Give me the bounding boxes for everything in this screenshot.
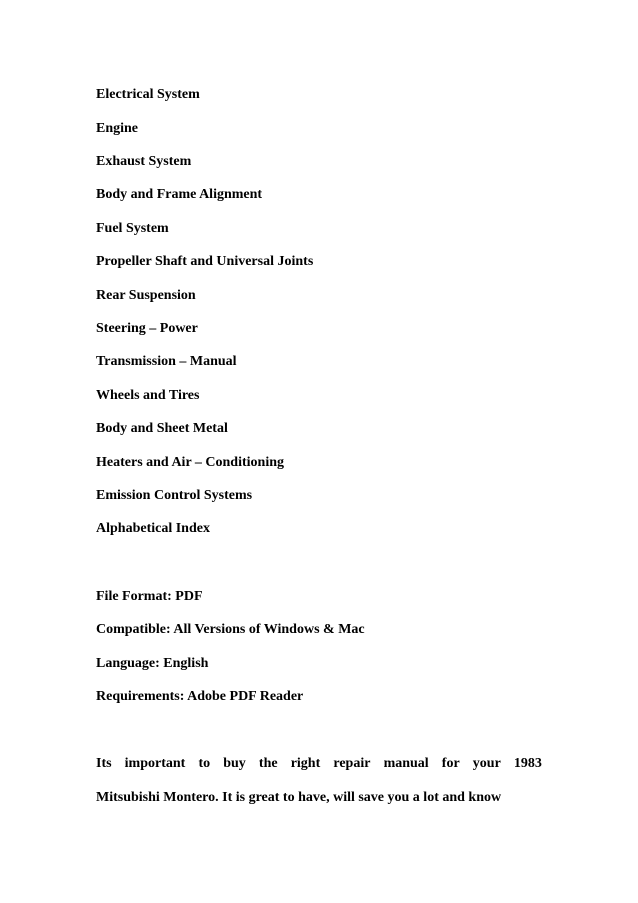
toc-item-transmission-manual: Transmission – Manual	[96, 354, 237, 369]
word: 1983	[513, 756, 542, 771]
word: Its	[96, 756, 112, 771]
toc-item-alphabetical-index: Alphabetical Index	[96, 521, 210, 536]
spec-requirements: Requirements: Adobe PDF Reader	[96, 689, 304, 704]
toc-item-electrical-system: Electrical System	[96, 87, 200, 102]
spec-compatible: Compatible: All Versions of Windows & Mac	[96, 622, 365, 637]
word: your	[472, 756, 501, 771]
word: the	[258, 756, 278, 771]
word: manual	[383, 756, 429, 771]
toc-item-emission-control: Emission Control Systems	[96, 488, 253, 503]
toc-item-propeller-shaft: Propeller Shaft and Universal Joints	[96, 254, 314, 269]
word: important	[124, 756, 186, 771]
word: for	[441, 756, 460, 771]
paragraph-line-1	[96, 756, 542, 772]
word: repair	[333, 756, 371, 771]
toc-item-rear-suspension: Rear Suspension	[96, 288, 196, 303]
toc-item-engine: Engine	[96, 121, 139, 136]
toc-item-body-frame-alignment: Body and Frame Alignment	[96, 187, 263, 202]
toc-item-body-sheet-metal: Body and Sheet Metal	[96, 421, 228, 436]
toc-item-steering-power: Steering – Power	[96, 321, 198, 336]
word: buy	[223, 756, 246, 771]
word: to	[198, 756, 211, 771]
toc-item-exhaust-system: Exhaust System	[96, 154, 192, 169]
toc-item-heaters-air-conditioning: Heaters and Air – Conditioning	[96, 455, 284, 470]
spec-file-format: File Format: PDF	[96, 589, 203, 604]
word: right	[290, 756, 321, 771]
toc-item-wheels-tires: Wheels and Tires	[96, 388, 200, 403]
toc-item-fuel-system: Fuel System	[96, 221, 169, 236]
paragraph-line-2: Mitsubishi Montero. It is great to have, will save you a lot and know	[96, 790, 502, 805]
spec-language: Language: English	[96, 656, 209, 671]
